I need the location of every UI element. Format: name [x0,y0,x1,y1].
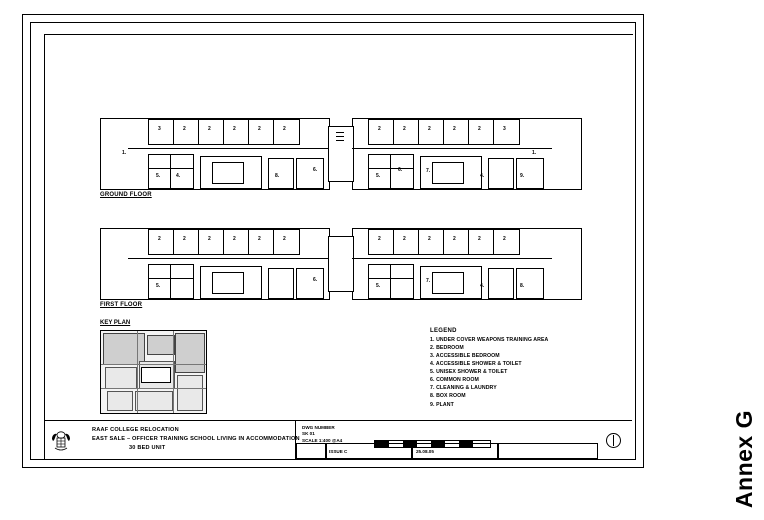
ff-room-number: 2 [428,236,431,242]
ff-bedroom [248,229,275,255]
ff-room-number: 2 [478,236,481,242]
key-plan-block [177,375,203,411]
project-name-line3: 30 BED UNIT [129,445,166,451]
ff-service-room [390,278,414,299]
ff-callout: 5. [156,283,161,289]
gf-callout: 6. [398,167,403,173]
ff-bedroom [148,229,175,255]
ff-corridor-line [128,258,328,259]
ff-bedroom [223,229,250,255]
legend-item: 9. PLANT [430,401,454,408]
gf-callout: 6. [313,167,318,173]
ff-callout: 4. [480,283,485,289]
gf-callout: 9. [520,173,525,179]
gf-bedroom [198,119,225,145]
gf-callout: 1. [122,150,127,156]
ff-service-room [268,268,294,299]
gf-bedroom [468,119,495,145]
ff-corridor-line [352,258,552,259]
project-name-line1: RAAF COLLEGE RELOCATION [92,427,179,433]
gf-bedroom [418,119,445,145]
gf-bedroom [223,119,250,145]
gf-room-number: 2 [378,126,381,132]
legend-item: 1. UNDER COVER WEAPONS TRAINING AREA [430,337,549,343]
ff-room-number: 2 [208,236,211,242]
gf-service-room [296,158,324,189]
gf-stair-symbol [336,140,344,141]
gf-room-number: 2 [233,126,236,132]
key-plan-block [175,333,205,373]
gf-room-number: 2 [258,126,261,132]
gf-stair-symbol [336,136,344,137]
ff-room-number: 2 [283,236,286,242]
ff-callout: 7. [426,278,431,284]
ff-room-number: 2 [158,236,161,242]
legend [430,328,610,409]
legend-title: LEGEND [430,328,457,334]
ff-room-number: 2 [258,236,261,242]
key-plan-image [100,330,207,414]
ff-link-outline [328,236,354,292]
legend-item: 6. COMMON ROOM [430,377,479,384]
legend-item: 2. BEDROOM [430,345,464,352]
legend-item: 4. ACCESSIBLE SHOWER & TOILET [430,361,522,368]
gf-room-number: 2 [403,126,406,132]
gf-bedroom [148,119,175,145]
ff-bedroom [173,229,200,255]
gf-room-number: 3 [503,126,506,132]
ff-room-number: 2 [503,236,506,242]
north-point-icon [606,433,621,448]
ff-room-number: 2 [403,236,406,242]
project-name-line2: EAST SALE – OFFICER TRAINING SCHOOL LIVING IN ACCOMMODATION [92,436,300,442]
gf-room-number: 2 [478,126,481,132]
ff-service-room [170,278,194,299]
ff-room-number: 2 [233,236,236,242]
annex-label: Annex G [731,410,757,509]
first-floor-plan [100,228,580,300]
first-floor-label: FIRST FLOOR [100,302,143,308]
gf-callout: 1. [532,150,537,156]
key-plan-block [107,391,133,411]
gf-bedroom [248,119,275,145]
gf-callout: 5. [156,173,161,179]
drawing-number-value: SK 01 [302,431,315,436]
ff-room-number: 2 [378,236,381,242]
gf-service-room [488,158,514,189]
gf-bedroom [493,119,520,145]
title-block-subcell [498,443,598,459]
ff-room-number: 2 [453,236,456,242]
coat-of-arms-icon [48,427,74,453]
legend-item: 3. ACCESSIBLE BEDROOM [430,353,500,360]
title-block-subcell [326,443,412,459]
key-plan-block [147,335,175,355]
key-plan-road [101,388,206,389]
ground-floor-label: GROUND FLOOR [100,192,152,198]
gf-callout: 8. [275,173,280,179]
issue-label: ISSUE C [329,449,348,454]
gf-bedroom [393,119,420,145]
ff-bedroom [443,229,470,255]
gf-callout: 4. [176,173,181,179]
gf-callout: 4. [480,173,485,179]
key-plan-block [135,391,173,411]
scale-label: SCALE 1:400 @A4 [302,438,343,443]
gf-service-room [170,168,194,189]
gf-room-number: 2 [208,126,211,132]
key-plan-label: KEY PLAN [100,320,131,326]
gf-bedroom [443,119,470,145]
gf-room-number: 2 [183,126,186,132]
gf-callout: 5. [376,173,381,179]
gf-service-room [268,158,294,189]
gf-corridor-line [352,148,552,149]
ff-common-room-inner [212,272,244,294]
gf-corridor-line [128,148,328,149]
ff-callout: 8. [520,283,525,289]
title-block [44,420,632,459]
gf-bedroom [368,119,395,145]
gf-link-outline [328,126,354,182]
gf-room-number: 3 [158,126,161,132]
ff-common-room-inner [432,272,464,294]
ground-floor-plan [100,118,580,190]
title-block-subcell [412,443,498,459]
legend-item: 5. UNISEX SHOWER & TOILET [430,369,508,376]
ff-room-number: 2 [183,236,186,242]
ff-bedroom [198,229,225,255]
key-plan-block [105,367,137,389]
key-plan-road [173,331,174,413]
ff-bedroom [418,229,445,255]
ff-bedroom [368,229,395,255]
gf-stair-symbol [336,132,344,133]
legend-item: 7. CLEANING & LAUNDRY [430,385,497,392]
ff-bedroom [468,229,495,255]
gf-room-number: 2 [428,126,431,132]
ff-bedroom [393,229,420,255]
ff-callout: 6. [313,277,318,283]
date-label: 25.08.05 [416,449,434,454]
ff-bedroom [493,229,520,255]
ff-bedroom [273,229,300,255]
drawing-number-label: DWG NUMBER [302,425,335,430]
ff-service-room [488,268,514,299]
key-plan-road [137,331,138,413]
key-plan-site-marker [141,367,171,383]
gf-bedroom [273,119,300,145]
key-plan-road [101,364,206,365]
gf-common-room-inner [432,162,464,184]
gf-room-number: 2 [283,126,286,132]
gf-callout: 7. [426,168,431,174]
legend-item: 8. BOX ROOM [430,393,466,400]
ff-service-room [296,268,324,299]
ff-callout: 5. [376,283,381,289]
gf-bedroom [173,119,200,145]
gf-common-room-inner [212,162,244,184]
title-block-subcell [296,443,326,459]
gf-room-number: 2 [453,126,456,132]
